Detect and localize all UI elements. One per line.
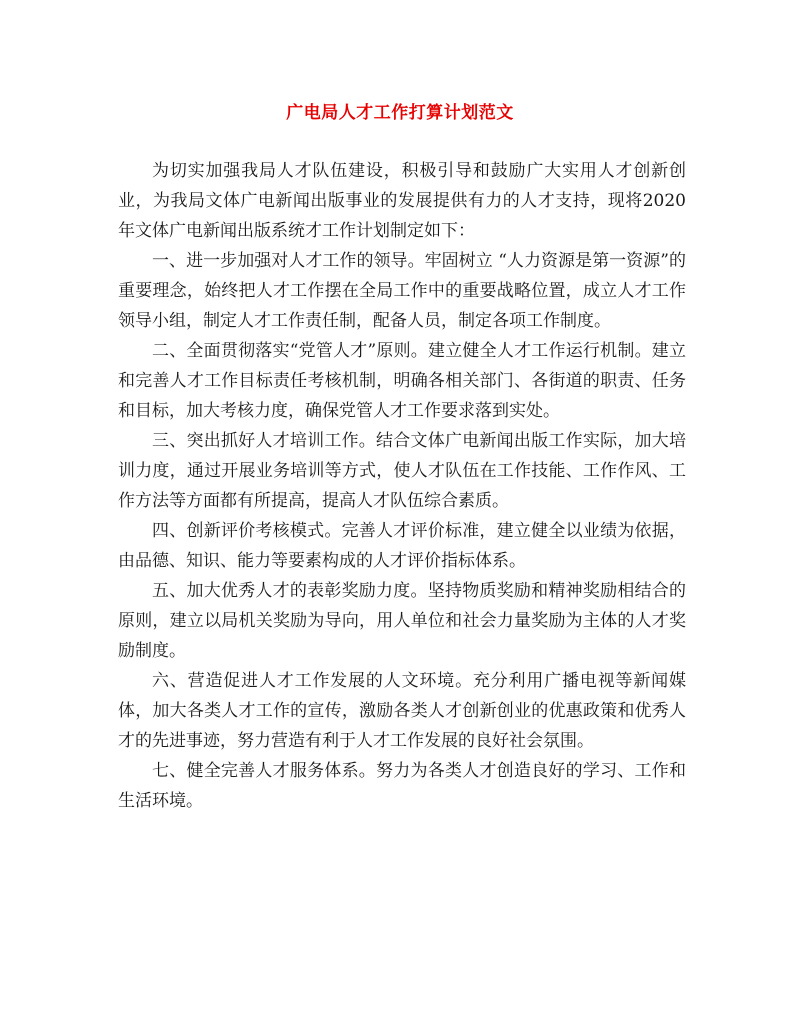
- paragraph-item-7: 七、健全完善人才服务体系。努力为各类人才创造良好的学习、工作和生活环境。: [118, 761, 686, 811]
- paragraph-item-4: 四、创新评价考核模式。完善人才评价标准，建立健全以业绩为依据，由品德、知识、能力等要素构成的人才评价指标体系。: [118, 521, 686, 571]
- paragraph-item-1: 一、进一步加强对人才工作的领导。牢固树立 “人力资源是第一资源”的重要理念，始终把人才工作摆在全局工作中的重要战略位置，成立人才工作领导小组，制定人才工作责任制，配备人员，制定各项工作制度。: [118, 251, 686, 331]
- document-body: [118, 156, 686, 816]
- paragraph-intro: 为切实加强我局人才队伍建设，积极引导和鼓励广大实用人才创新创业，为我局文体广电新闻出版事业的发展提供有力的人才支持，现将2020年文体广电新闻出版系统才工作计划制定如下：: [118, 161, 686, 241]
- paragraph-item-3: 三、突出抓好人才培训工作。结合文体广电新闻出版工作实际，加大培训力度，通过开展业务培训等方式，使人才队伍在工作技能、工作作风、工作方法等方面都有所提高，提高人才队伍综合素质。: [118, 431, 686, 511]
- paragraph-item-6: 六、营造促进人才工作发展的人文环境。充分利用广播电视等新闻媒体，加大各类人才工作的宣传，激励各类人才创新创业的优惠政策和优秀人才的先进事迹，努力营造有利于人才工作发展的良好社会氛围。: [118, 671, 686, 751]
- paragraph-item-5: 五、加大优秀人才的表彰奖励力度。坚持物质奖励和精神奖励相结合的原则，建立以局机关奖励为导向，用人单位和社会力量奖励为主体的人才奖励制度。: [118, 581, 686, 661]
- document-title: 广电局人才工作打算计划范文: [286, 103, 514, 123]
- paragraph-item-2: 二、全面贯彻落实“党管人才”原则。建立健全人才工作运行机制。建立和完善人才工作目标责任考核机制，明确各相关部门、各街道的职责、任务和目标，加大考核力度，确保党管人才工作要求落到实处。: [118, 341, 686, 421]
